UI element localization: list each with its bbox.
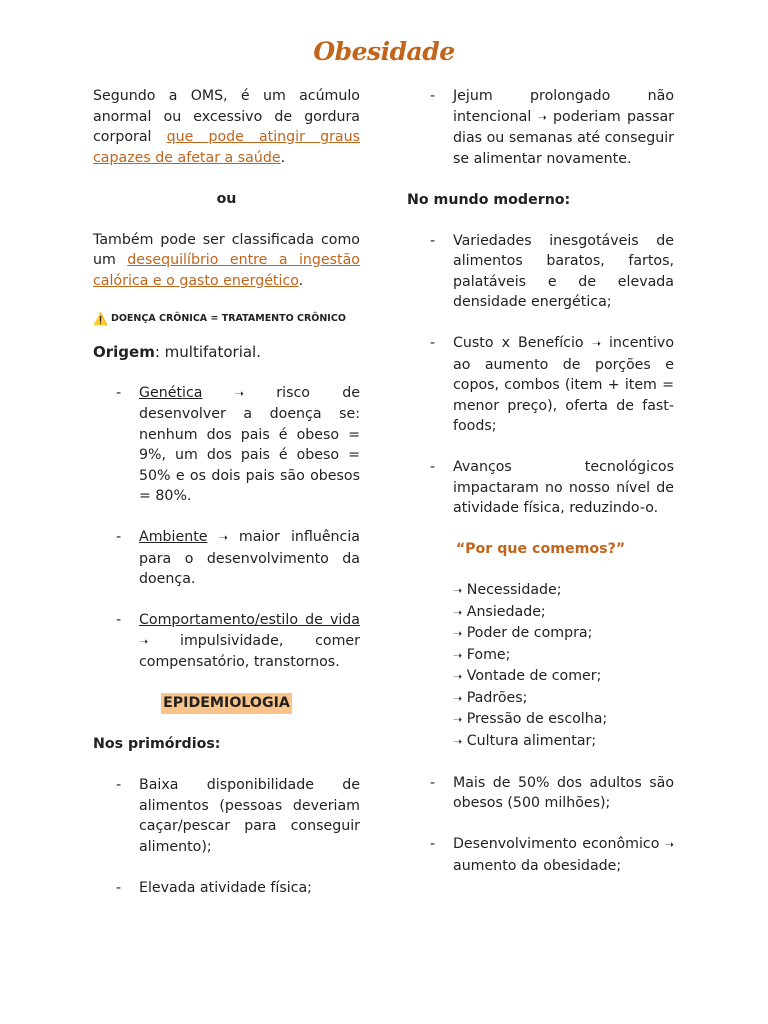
genetica-text: risco de desenvolver a doença se: nenhum dos pais é obeso = 9%, um dos pais é obeso = 50% e os dois pais são obesos = 80%. [139, 384, 360, 504]
jejum-label: Jejum prolongado não intencional [453, 88, 674, 125]
bullet-dash: - [430, 836, 436, 852]
list-item-elevada [93, 878, 360, 899]
list-item-custo [407, 333, 674, 437]
epidemiology-heading: EPIDEMIOLOGIA [161, 693, 292, 714]
page-title: Obesidade [313, 37, 455, 66]
arrow-icon: ➝ [591, 337, 601, 350]
epidemiology-heading-wrap [93, 693, 360, 714]
mais50-text: Mais de 50% dos adultos são obesos (500 milhões); [453, 774, 674, 811]
arrow-icon: ➝ [453, 648, 463, 662]
reason-text: Pressão de escolha; [466, 711, 608, 727]
list-item-desenvolvimento [407, 834, 674, 876]
list-item-mais50 [407, 773, 674, 814]
arrow-icon: ➝ [234, 386, 244, 400]
bullet-dash: - [116, 529, 122, 545]
desenvolvimento-text: aumento da obesidade; [453, 857, 622, 874]
baixa-text: Baixa disponibilidade de alimentos (pessoas deveriam caçar/pescar para conseguir alimento); [139, 777, 360, 855]
reason-text: Ansiedade; [466, 603, 546, 620]
arrow-icon: ➝ [453, 584, 463, 597]
arrow-icon: ➝ [453, 713, 463, 726]
reason-text: Necessidade; [466, 582, 562, 598]
left-column [93, 86, 360, 898]
ambiente-text: maior influência para o desenvolvimento da doença. [139, 529, 360, 587]
bullet-dash: - [430, 232, 436, 249]
primordios-heading: Nos primórdios: [93, 736, 221, 752]
bullet-dash: - [430, 88, 436, 104]
definition-link[interactable]: que pode atingir graus capazes de afetar a saúde [93, 129, 360, 166]
arrow-icon: ➝ [139, 634, 149, 648]
list-item-jejum [407, 86, 674, 169]
arrow-icon: ➝ [453, 670, 463, 683]
reason-text: Padrões; [466, 689, 528, 706]
arrow-icon: ➝ [453, 691, 463, 705]
reason-item [453, 580, 674, 602]
definition-paragraph [93, 86, 360, 168]
arrow-icon: ➝ [664, 838, 674, 851]
elevada-text: Elevada atividade física; [139, 879, 312, 896]
reason-item [453, 666, 674, 688]
bullet-dash: - [116, 384, 122, 401]
genetica-label: Genética [139, 384, 203, 401]
classification-period: . [298, 272, 304, 289]
definition-period: . [280, 149, 286, 166]
bullet-dash: - [116, 879, 122, 896]
origin-value: : multifatorial. [154, 342, 261, 361]
warning-text: DOENÇA CRÔNICA = TRATAMENTO CRÔNICO [110, 312, 346, 324]
arrow-icon: ➝ [453, 627, 463, 640]
desenvolvimento-label: Desenvolvimento econômico [453, 836, 660, 852]
question-heading: “Por que comemos?” [455, 541, 626, 557]
reasons-list [407, 580, 674, 752]
right-column [407, 86, 674, 876]
reason-text: Poder de compra; [466, 625, 593, 641]
reason-text: Fome; [466, 646, 511, 663]
bullet-dash: - [430, 774, 436, 791]
list-item-baixa [93, 775, 360, 857]
warning-icon: ⚠️ [93, 311, 108, 326]
reason-item [453, 645, 674, 667]
moderno-heading: No mundo moderno: [407, 191, 571, 208]
bullet-dash: - [430, 459, 436, 475]
arrow-icon: ➝ [537, 110, 547, 124]
custo-label: Custo x Benefício [453, 335, 584, 351]
chronic-warning [93, 312, 360, 326]
variedades-text: Variedades inesgotáveis de alimentos baratos, fartos, palatáveis e de elevada densidade energética; [453, 232, 674, 310]
arrow-icon: ➝ [453, 605, 463, 619]
classification-text: Também pode ser classificada como um [93, 231, 360, 268]
bullet-dash: - [430, 335, 436, 351]
origin-label: Origem [93, 342, 155, 361]
reason-text: Vontade de comer; [466, 668, 602, 684]
definition-text: Segundo a OMS, é um acúmulo anormal ou excessivo de gordura corporal [93, 88, 360, 145]
list-item-comportamento [93, 610, 360, 673]
list-item-genetica [93, 383, 360, 507]
or-separator: ou [216, 190, 237, 207]
jejum-text: poderiam passar dias ou semanas até conseguir se alimentar novamente. [453, 108, 674, 167]
list-item-ambiente [93, 527, 360, 590]
arrow-icon: ➝ [453, 734, 463, 748]
reason-item [453, 688, 674, 710]
reason-item [453, 623, 674, 645]
comportamento-text: impulsividade, comer compensatório, transtornos. [139, 632, 360, 670]
reason-item [453, 709, 674, 731]
reason-item [453, 731, 674, 753]
list-item-avancos [407, 457, 674, 519]
comportamento-label: Comportamento/estilo de vida [139, 612, 360, 628]
arrow-icon: ➝ [218, 531, 228, 544]
custo-text: incentivo ao aumento de porções e copos, combos (item + item = menor preço), oferta de fast-foods; [453, 335, 675, 434]
reason-item [453, 602, 674, 624]
avancos-text: Avanços tecnológicos impactaram no nosso nível de atividade física, reduzindo-o. [453, 459, 674, 516]
classification-paragraph [93, 230, 360, 292]
origin-line [93, 342, 360, 363]
bullet-dash: - [116, 612, 122, 628]
list-item-variedades [407, 231, 674, 313]
classification-link[interactable]: desequilíbrio entre a ingestão calórica e o gasto energético [93, 252, 360, 289]
ambiente-label: Ambiente [139, 529, 208, 545]
reason-text: Cultura alimentar; [466, 732, 597, 749]
bullet-dash: - [116, 777, 122, 793]
